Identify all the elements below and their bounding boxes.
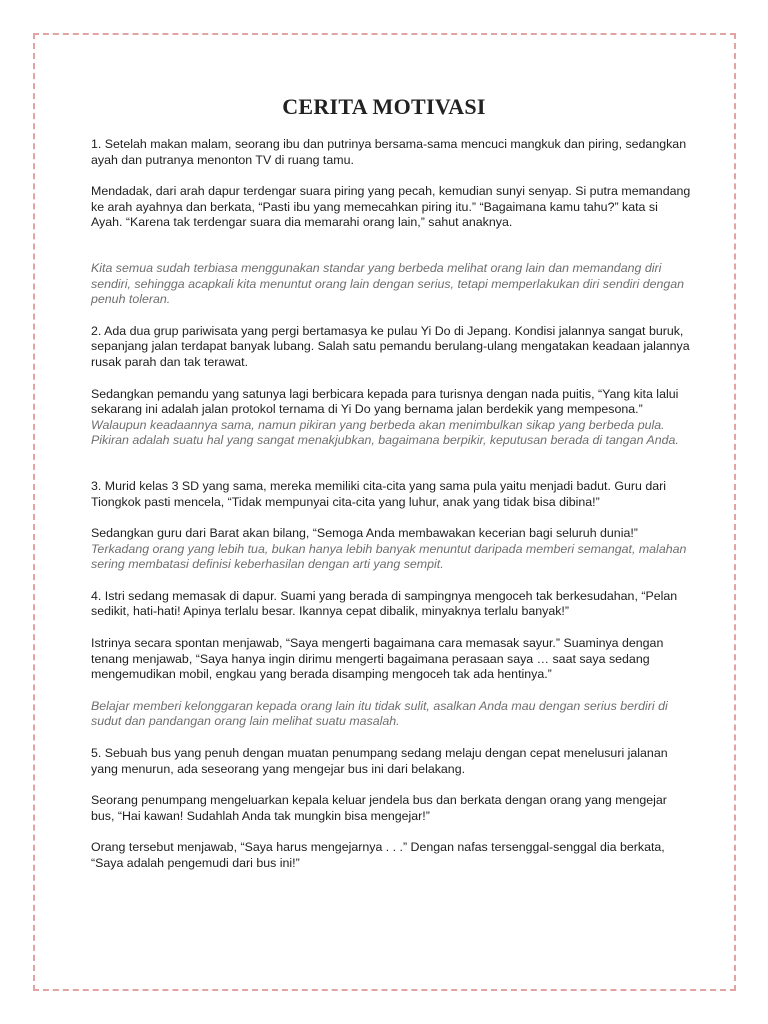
paragraph-story-1-moral: Kita semua sudah terbiasa menggunakan standar yang berbeda melihat orang lain dan memandang diri sendiri, sehingga acapkali kita menuntut orang lain dengan serius, tetapi memperlakukan diri sendiri dengan penuh toleran. xyxy=(91,260,685,307)
paragraph-story-2-moral: Walaupun keadaannya sama, namun pikiran yang berbeda akan menimbulkan sikap yang berbeda pula. Pikiran adalah suatu hal yang sangat menakjubkan, bagaimana berpikir, keputusan berada di tangan Anda. xyxy=(91,417,679,448)
paragraph-story-5-intro: 5. Sebuah bus yang penuh dengan muatan penumpang sedang melaju dengan cepat menelusuri jalanan yang menurun, ada seseorang yang mengejar bus ini dari belakang. xyxy=(91,746,668,776)
paragraph-story-1-body: Mendadak, dari arah dapur terdengar suara piring yang pecah, kemudian sunyi senyap. Si putra memandang ke arah ayahnya dan berkata, “Pasti ibu yang memecahkan piring itu.” “Bagaimana kamu tahu?” kata si Ayah. “Karena tak terdengar suara dia memarahi orang lain,” sahut anaknya. xyxy=(91,184,691,230)
paragraph-story-3-body: Sedangkan guru dari Barat akan bilang, “Semoga Anda membawakan kecerian bagi seluruh dunia!” xyxy=(91,526,638,541)
document-body xyxy=(91,137,691,872)
paragraph-story-4-moral: Belajar memberi kelonggaran kepada orang lain itu tidak sulit, asalkan Anda mau dengan serius berdiri di sudut dan pandangan orang lain melihat suatu masalah. xyxy=(91,698,668,729)
paragraph-story-5-ending: Orang tersebut menjawab, “Saya harus mengejarnya . . .” Dengan nafas tersenggal-senggal dia berkata, “Saya adalah pengemudi dari bus ini!” xyxy=(91,840,665,870)
paragraph-story-4-intro: 4. Istri sedang memasak di dapur. Suami yang berada di sampingnya mengoceh tak berkesudahan, “Pelan sedikit, hati-hati! Apinya terlalu besar. Ikannya cepat dibalik, minyaknya terlalu banyak!” xyxy=(91,588,678,619)
paragraph-story-3-intro: 3. Murid kelas 3 SD yang sama, mereka memiliki cita-cita yang sama pula yaitu menjadi badut. Guru dari Tiongkok pasti mencela, “Tidak mempunyai cita-cita yang luhur, anak yang tidak bisa dibina!” xyxy=(91,478,667,509)
paragraph-story-5-body: Seorang penumpang mengeluarkan kepala keluar jendela bus dan berkata dengan orang yang mengejar bus, “Hai kawan! Sudahlah Anda tak mungkin bisa mengejar!” xyxy=(91,793,667,823)
paragraph-story-4-body: Istrinya secara spontan menjawab, “Saya mengerti bagaimana cara memasak sayur.” Suaminya dengan tenang menjawab, “Saya hanya ingin dirimu mengerti bagaimana perasaan saya … saat saya sedang mengemudikan mobil, engkau yang berada disamping mengoceh tak ada hentinya.” xyxy=(91,636,664,682)
paragraph-story-1-intro: 1. Setelah makan malam, seorang ibu dan putrinya bersama-sama mencuci mangkuk dan piring, sedangkan ayah dan putranya menonton TV di ruang tamu. xyxy=(91,137,687,167)
paragraph-story-3-moral: Terkadang orang yang lebih tua, bukan hanya lebih banyak menuntut daripada memberi semangat, malahan sering membatasi definisi keberhasilan dengan arti yang sempit. xyxy=(91,541,687,572)
paragraph-story-2-body: Sedangkan pemandu yang satunya lagi berbicara kepada para turisnya dengan nada puitis, “Yang kita lalui sekarang ini adalah jalan protokol ternama di Yi Do yang bernama jalan berdekik yang mempesona.” xyxy=(91,386,679,417)
paragraph-story-2-intro: 2. Ada dua grup pariwisata yang pergi bertamasya ke pulau Yi Do di Jepang. Kondisi jalannya sangat buruk, sepanjang jalan terdapat banyak lubang. Salah satu pemandu berulang-ulang mengatakan keadaan jalannya rusak parah dan tak terawat. xyxy=(91,323,690,369)
page-title: CERITA MOTIVASI xyxy=(282,94,486,119)
